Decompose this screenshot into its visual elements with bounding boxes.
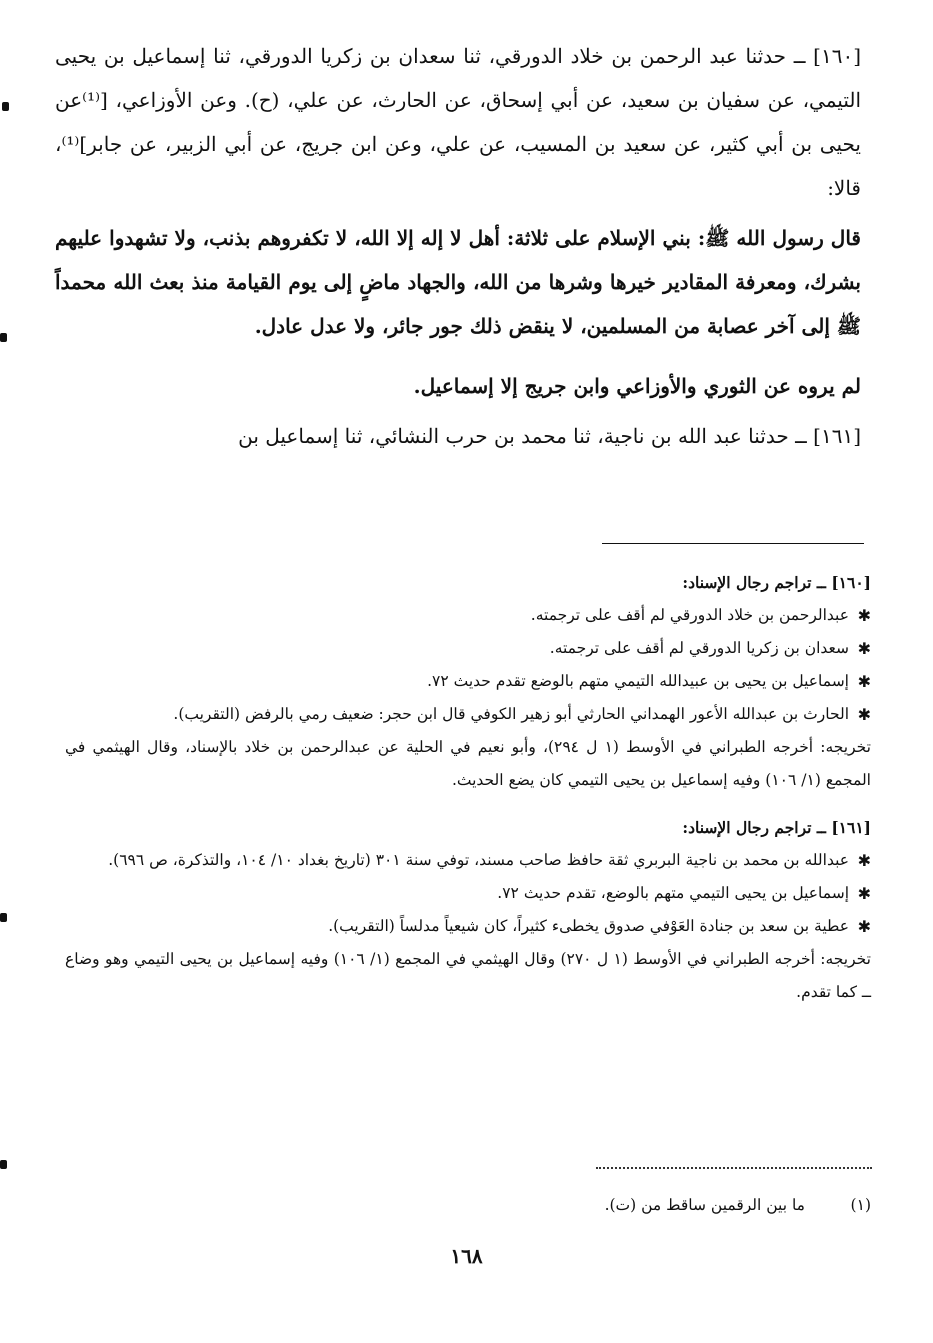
bullet-icon: ✱ (857, 884, 871, 903)
bullet-icon: ✱ (857, 705, 871, 724)
footnote-text: ما بين الرقمين ساقط من (ت). (604, 1196, 805, 1214)
notes-161 (65, 811, 871, 1009)
hadith-160-isnad: [١٦٠] ــ حدثنا عبد الرحمن بن خلاد الدورقي، ثنا سعدان بن زكريا الدورقي، ثنا إسماعيل بن يحيى التيمي، عن سفيان بن سعيد، عن أبي إسحاق، عن الحارث، عن علي، (ح). وعن الأوزاعي، [⁽¹⁾عن يحيى بن أبي كثير، عن سعيد بن المسيب، عن علي، وعن ابن جريج، عن أبي الزبير، عن جابر]⁽¹⁾، قالا: (55, 44, 861, 200)
scan-mark (0, 1160, 7, 1169)
bullet-icon: ✱ (857, 606, 871, 625)
list-item-text: سعدان بن زكريا الدورقي لم أقف على ترجمته. (549, 639, 849, 657)
hadith-160-matn: قال رسول الله ﷺ: بني الإسلام على ثلاثة: أهل لا إله إلا الله، لا تكفروهم بذنب، ولا تشهدوا عليهم بشرك، ومعرفة المقادير خيرها وشرها من الله، والجهاد ماضٍ إلى يوم القيامة منذ بعث الله محمداً ﷺ إلى آخر عصابة من المسلمين، لا ينقض ذلك جور جائر، ولا عدل عادل. (55, 226, 861, 338)
list-item (65, 632, 871, 665)
hadith-161-isnad: [١٦١] ــ حدثنا عبد الله بن ناجية، ثنا محمد بن حرب النشائي، ثنا إسماعيل بن (238, 424, 861, 448)
list-item-text: عبدالله بن محمد بن ناجية البربري ثقة حافظ صاحب مسند، توفي سنة ٣٠١ (تاريخ بغداد ١٠/ ١٠٤، والتذكرة، ص ٦٩٦). (108, 851, 849, 869)
notes-161-heading: [١٦١] ــ تراجم رجال الإسناد: (682, 818, 871, 837)
notes-161-takhrij: تخريجه: أخرجه الطبراني في الأوسط (١ ل ٢٧٠) وقال الهيثمي في المجمع (١/ ١٠٦) وفيه إسماعيل بن يحيى التيمي وهو وضاع ــ كما تقدم. (65, 950, 871, 1001)
dotted-separator (596, 1167, 872, 1169)
list-item-text: عبدالرحمن بن خلاد الدورقي لم أقف على ترجمته. (530, 606, 849, 624)
bullet-icon: ✱ (857, 917, 871, 936)
list-item-text: إسماعيل بن يحيى بن عبيدالله التيمي متهم بالوضع تقدم حديث ٧٢. (427, 672, 849, 690)
notes-160-takhrij: تخريجه: أخرجه الطبراني في الأوسط (١ ل ٢٩٤)، وأبو نعيم في الحلية عن عبدالرحمن بن خلاد بالإسناد، وقال الهيثمي في المجمع (١/ ١٠٦) وفيه إسماعيل بن يحيى التيمي كان يضع الحديث. (65, 738, 871, 789)
footnote-number: (١) (850, 1196, 871, 1214)
list-item (65, 599, 871, 632)
page-number: ١٦٨ (450, 1244, 483, 1268)
bullet-icon: ✱ (857, 639, 871, 658)
list-item-text: الحارث بن عبدالله الأعور الهمداني الحارثي أبو زهير الكوفي قال ابن حجر: ضعيف رمي بالرفض (التقريب). (173, 705, 849, 723)
list-item-text: إسماعيل بن يحيى التيمي متهم بالوضع، تقدم حديث ٧٢. (497, 884, 849, 902)
hadith-160-comment: لم يروه عن الثوري والأوزاعي وابن جريج إلا إسماعيل. (413, 374, 861, 398)
main-text (55, 34, 861, 458)
list-item (65, 910, 871, 943)
scan-mark (2, 102, 9, 111)
bullet-icon: ✱ (857, 672, 871, 691)
notes-160-heading: [١٦٠] ــ تراجم رجال الإسناد: (682, 573, 871, 592)
bullet-icon: ✱ (857, 851, 871, 870)
notes-160 (65, 566, 871, 797)
footnote (65, 1190, 871, 1220)
scan-mark (0, 333, 7, 342)
list-item (65, 665, 871, 698)
notes-section (65, 566, 871, 1019)
list-item-text: عطية بن سعد بن جنادة العَوْفي صدوق يخطىء كثيراً، كان شيعياً مدلساً (التقريب). (328, 917, 849, 935)
scan-mark (0, 913, 7, 922)
list-item (65, 844, 871, 877)
footnote-separator (602, 543, 864, 544)
list-item (65, 877, 871, 910)
list-item (65, 698, 871, 731)
